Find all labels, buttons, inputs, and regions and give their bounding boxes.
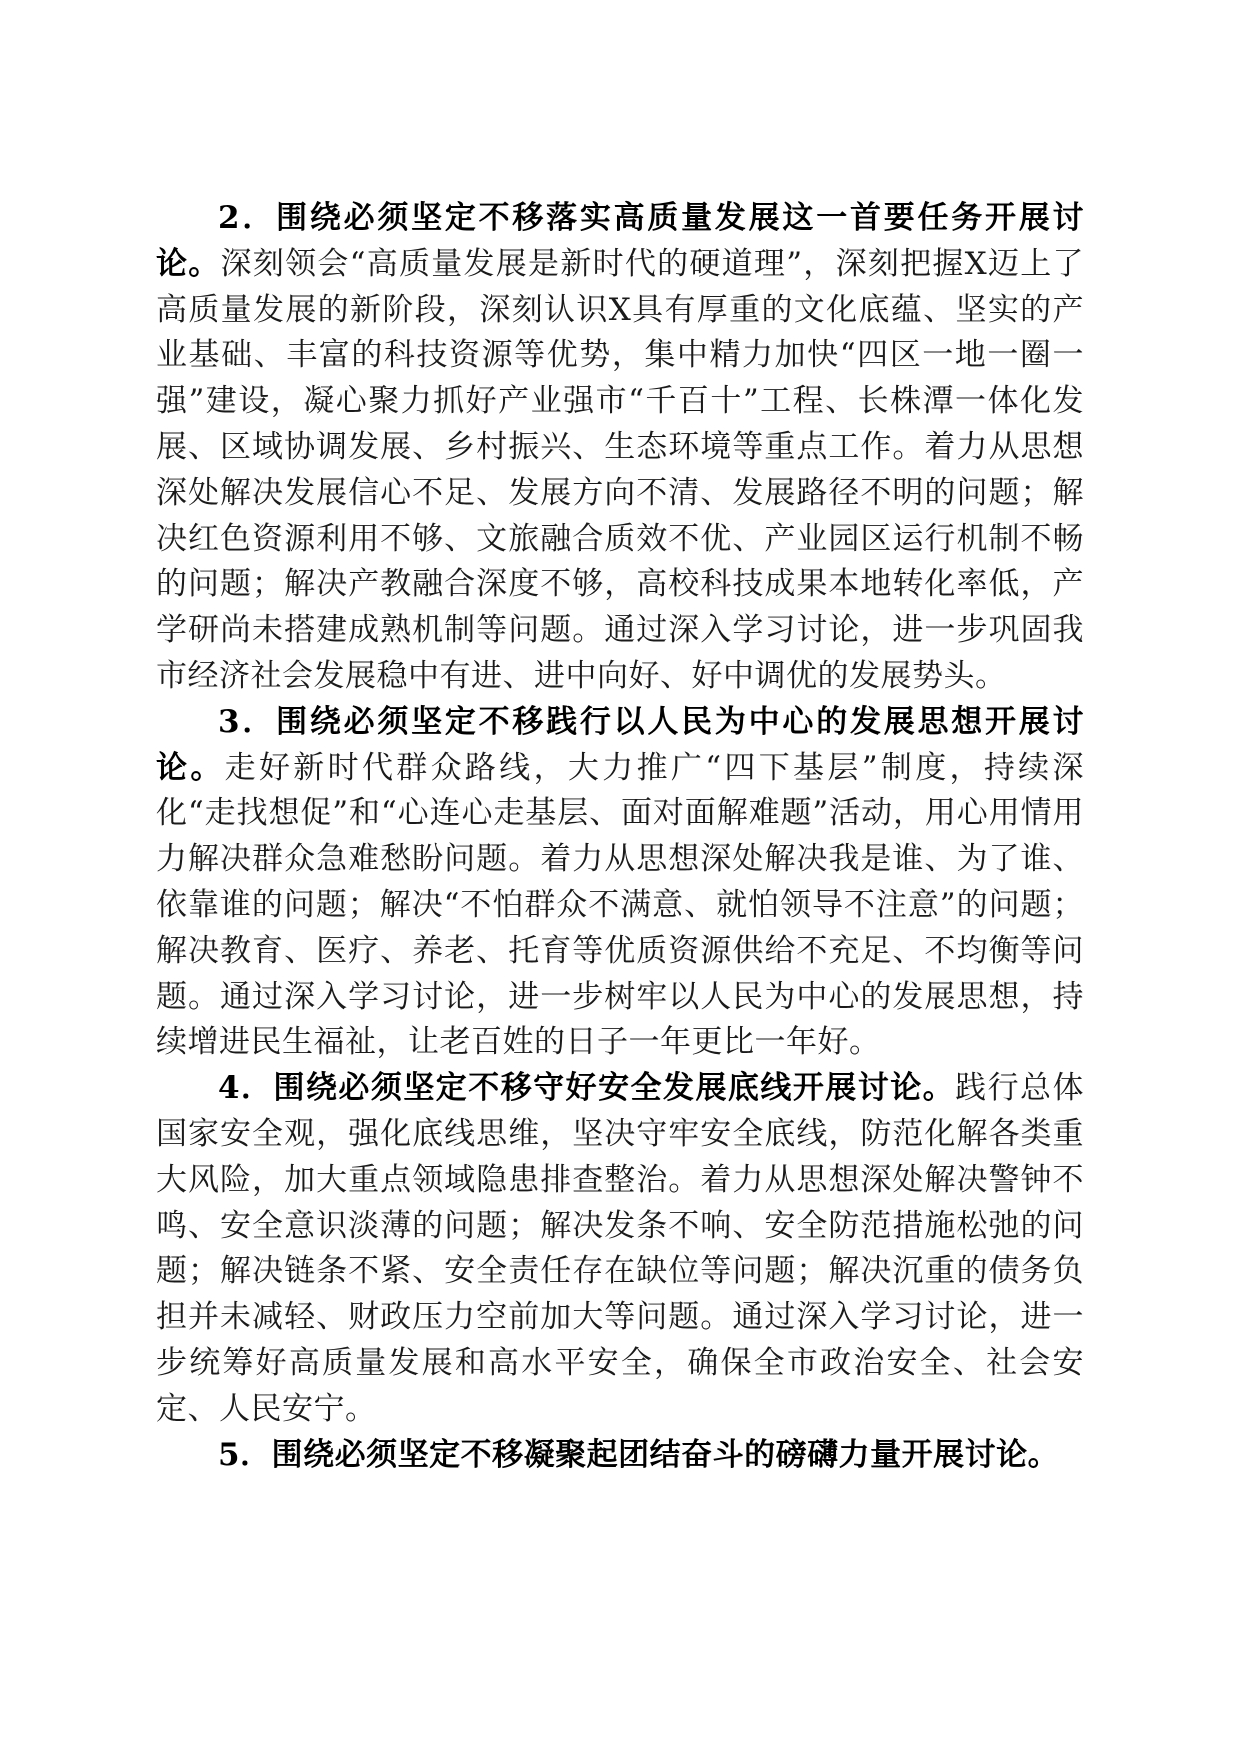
section-4-body: 践行总体国家安全观，强化底线思维，坚决守牢安全底线，防范化解各类重大风险，加大重点领域隐患排查整治。着力从思想深处解决警钟不鸣、安全意识淡薄的问题；解决发条不响、安全防范措施松弛的问题；解决链条不紧、安全责任存在缺位等问题；解决沉重的债务负担并未减轻、财政压力空前加大等问题。通过深入学习讨论，进一步统筹好高质量发展和高水平安全，确保全市政治安全、社会安定、人民安宁。 — [156, 1070, 1085, 1427]
section-3-body: 走好新时代群众路线，大力推广“四下基层”制度，持续深化“走找想促”和“心连心走基层、面对面解难题”活动，用心用情用力解决群众急难愁盼问题。着力从思想深处解决我是谁、为了谁、依靠谁的问题；解决“不怕群众不满意、就怕领导不注意”的问题；解决教育、医疗、养老、托育等优质资源供给不充足、不均衡等问题。通过深入学习讨论，进一步树牢以人民为中心的发展思想，持续增进民生福祉，让老百姓的日子一年更比一年好。 — [156, 749, 1084, 1061]
section-2-body: 深刻领会“高质量发展是新时代的硬道理”，深刻把握X迈上了高质量发展的新阶段，深刻认识X具有厚重的文化底蕴、坚实的产业基础、丰富的科技资源等优势，集中精力加快“四区一地一圈一强”建设，凝心聚力抓好产业强市“千百十”工程、长株潭一体化发展、区域协调发展、乡村振兴、生态环境等重点工作。着力从思想深处解决发展信心不足、发展方向不清、发展路径不明的问题；解决红色资源利用不够、文旅融合质效不优、产业园区运行机制不畅的问题；解决产教融合深度不够，高校科技成果本地转化率低，产学研尚未搭建成熟机制等问题。通过深入学习讨论，进一步巩固我市经济社会发展稳中有进、进中向好、好中调优的发展势头。 — [156, 245, 1085, 694]
section-4-paragraph — [156, 1066, 1084, 1432]
section-4-heading: 4．围绕必须坚定不移守好安全发展底线开展讨论。 — [218, 1070, 956, 1107]
section-5-paragraph — [156, 1433, 1084, 1479]
section-5-heading: 5．围绕必须坚定不移凝聚起团结奋斗的磅礴力量开展讨论。 — [218, 1436, 1060, 1473]
section-2-heading: 2．围绕必须坚定不移落实高质量发展这一首要任务开展讨论。 — [156, 200, 1084, 282]
section-3-paragraph — [156, 700, 1084, 1066]
document-page — [156, 196, 1084, 1478]
section-3-heading: 3．围绕必须坚定不移践行以人民为中心的发展思想开展讨论。 — [156, 703, 1084, 786]
section-2-paragraph — [156, 196, 1084, 700]
